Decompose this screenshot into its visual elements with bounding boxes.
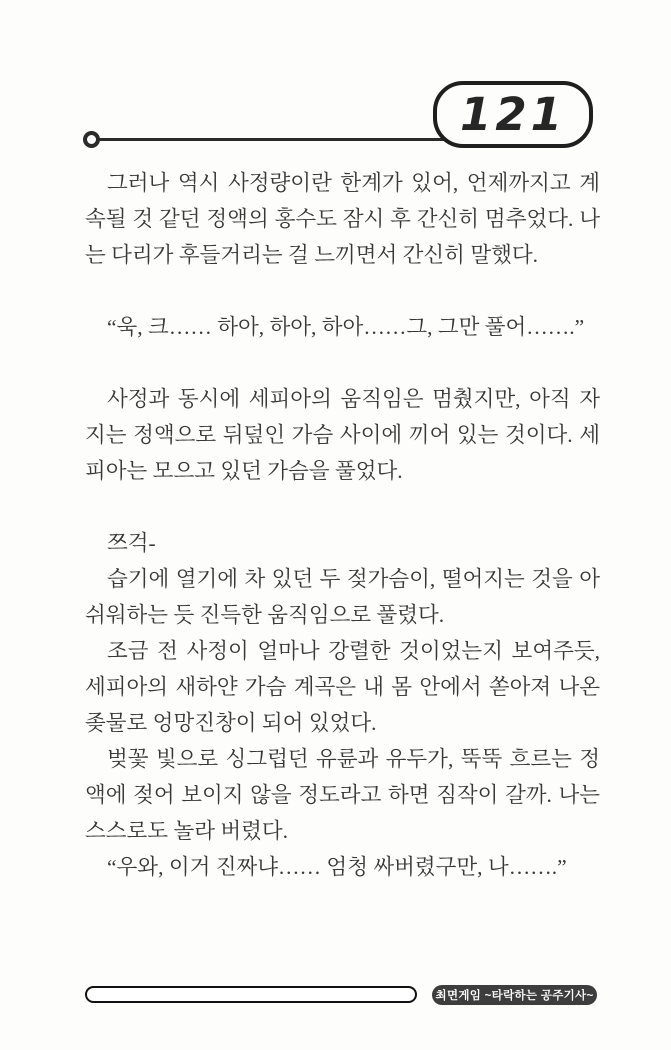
paragraph: 그러나 역시 사정량이란 한계가 있어, 언제까지고 계속될 것 같던 정액의 홍수도 잠시 후 간신히 멈추었다. 나는 다리가 후들거리는 걸 느끼면서 간신히 말했다. (85, 171, 600, 267)
header-rule (96, 138, 460, 141)
dialogue-paragraph: “우와, 이거 진짜냐…… 엄청 싸버렸구만, 나…….” (107, 855, 567, 879)
sound-effect-paragraph: 쯔걱- (107, 531, 156, 555)
paragraph-spacer (85, 489, 600, 525)
paragraph: 벚꽃 빛으로 싱그럽던 유륜과 유두가, 뚝뚝 흐르는 정액에 젖어 보이지 않을 정도라고 하면 짐작이 갈까. 나는 스스로도 놀라 버렸다. (85, 747, 600, 843)
page-number-badge: 121 (433, 81, 593, 148)
paragraph: 습기에 열기에 차 있던 두 젖가슴이, 떨어지는 것을 아쉬워하는 듯 진득한 움직임으로 풀렸다. (85, 567, 600, 627)
paragraph-spacer (85, 345, 600, 381)
paragraph: 조금 전 사정이 얼마나 강렬한 것이었는지 보여주듯, 세피아의 새하얀 가슴 계곡은 내 몸 안에서 쏟아져 나온 좆물로 엉망진창이 되어 있었다. (85, 639, 600, 735)
paragraph-spacer (85, 273, 600, 309)
paragraph: 사정과 동시에 세피아의 움직임은 멈췄지만, 아직 자지는 정액으로 뒤덮인 가슴 사이에 끼어 있는 것이다. 세피아는 모으고 있던 가슴을 풀었다. (85, 387, 600, 483)
dialogue-paragraph: “욱, 크…… 하아, 하아, 하아……그, 그만 풀어…….” (107, 315, 585, 339)
series-title-badge: 최면게임 ~타락하는 공주기사~ (432, 985, 597, 1005)
footer-rule (85, 986, 417, 1003)
text-column (85, 165, 600, 885)
